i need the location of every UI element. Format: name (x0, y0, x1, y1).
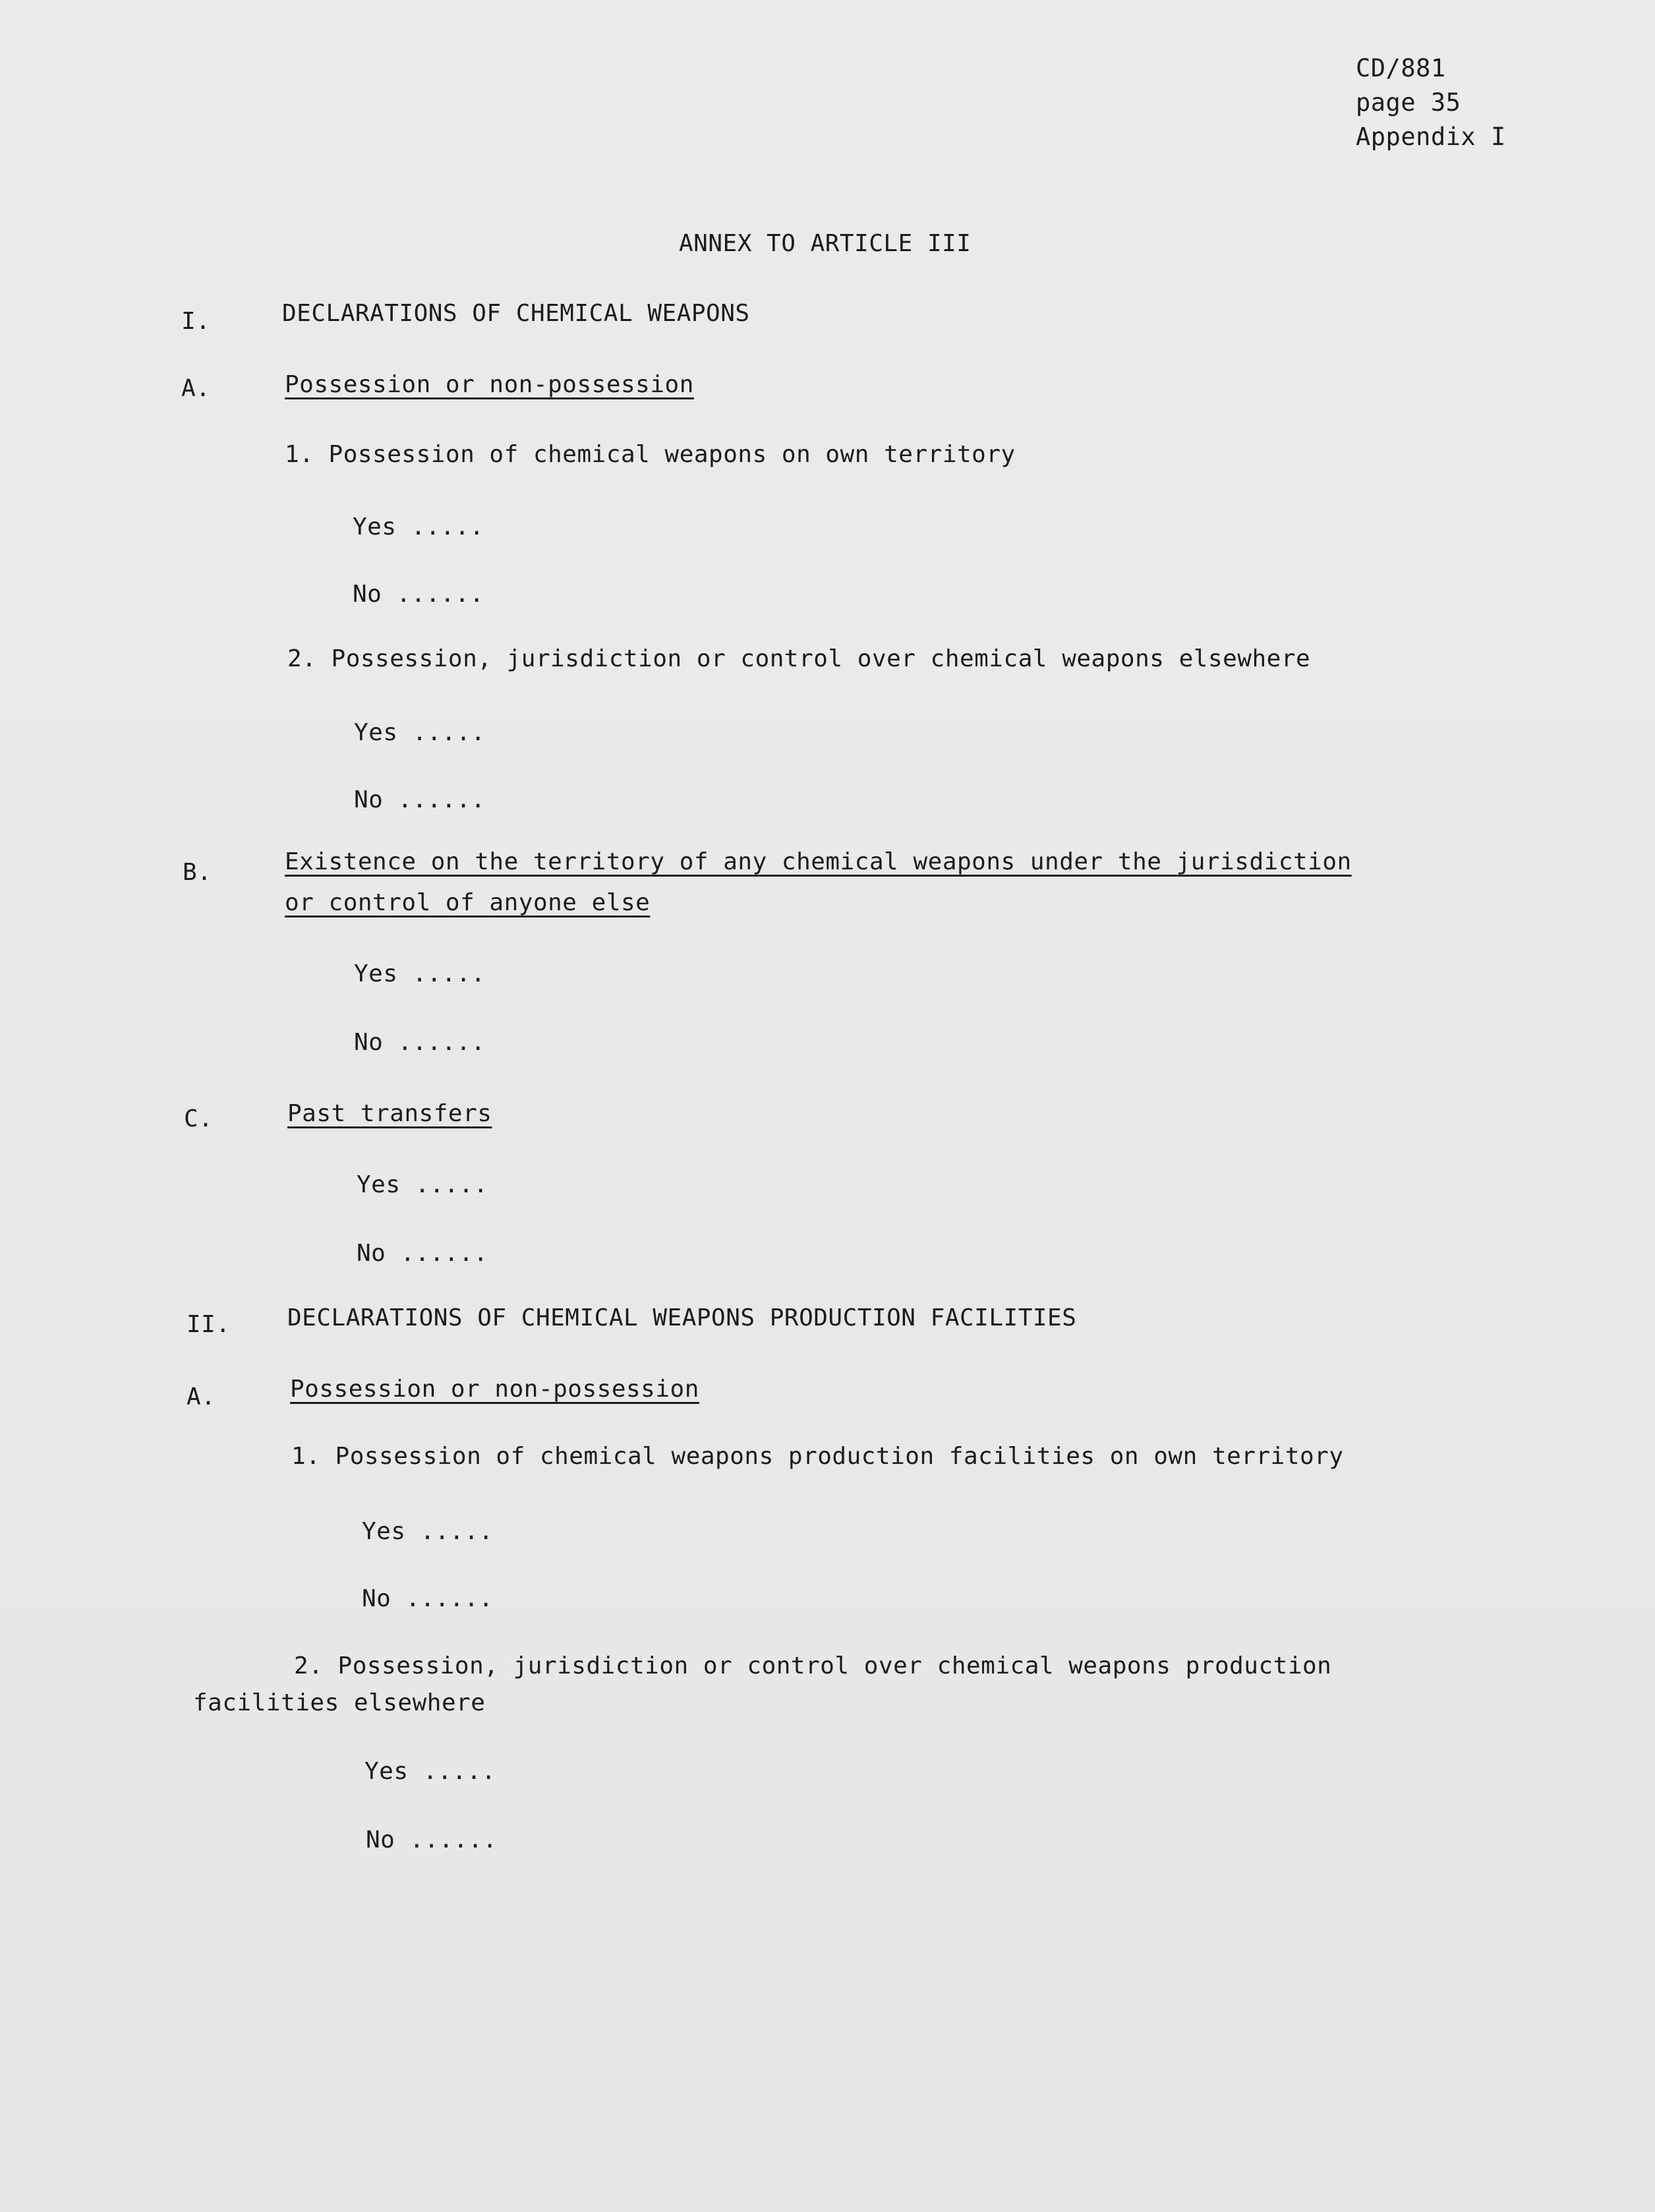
section-1b-heading-line-2: or control of anyone else (285, 889, 651, 916)
section-2a-item-2-no: No ...... (366, 1826, 498, 1853)
section-1a-heading: Possession or non-possession (285, 371, 694, 398)
section-2a-item-1: 1. Possession of chemical weapons production facilities on own territory (291, 1443, 1344, 1470)
section-1a-item-2: 2. Possession, jurisdiction or control over chemical weapons elsewhere (287, 645, 1311, 672)
section-2a-item-1-yes: Yes ..... (362, 1518, 494, 1545)
section-1a-item-1-yes: Yes ..... (353, 513, 484, 540)
section-1b-letter: B. (183, 859, 212, 886)
section-2a-item-2-line-2: facilities elsewhere (193, 1689, 486, 1716)
section-1-heading: DECLARATIONS OF CHEMICAL WEAPONS (282, 300, 750, 327)
section-2-number: II. (187, 1311, 231, 1338)
page-title: ANNEX TO ARTICLE III (679, 230, 972, 257)
section-1c-heading: Past transfers (287, 1100, 492, 1127)
section-2a-heading: Possession or non-possession (290, 1376, 699, 1403)
section-1c-yes: Yes ..... (357, 1171, 488, 1198)
section-1a-item-1: 1. Possession of chemical weapons on own territory (285, 441, 1016, 468)
section-1b-yes: Yes ..... (354, 960, 486, 987)
section-1b-no: No ...... (354, 1029, 486, 1056)
section-1c-letter: C. (184, 1105, 214, 1132)
section-1-number: I. (181, 308, 211, 335)
section-1b-heading-line-1: Existence on the territory of any chemical weapons under the jurisdiction (285, 848, 1352, 875)
page-number: page 35 (1356, 88, 1461, 117)
section-1a-item-2-yes: Yes ..... (354, 719, 486, 746)
section-2a-item-1-no: No ...... (362, 1585, 494, 1612)
section-2-heading: DECLARATIONS OF CHEMICAL WEAPONS PRODUCTION FACILITIES (287, 1304, 1077, 1331)
section-1a-item-1-no: No ...... (353, 581, 484, 608)
section-1c-no: No ...... (357, 1240, 488, 1267)
appendix-label: Appendix I (1356, 123, 1506, 151)
doc-id: CD/881 (1356, 54, 1446, 82)
section-1a-item-2-no: No ...... (354, 786, 486, 813)
section-1a-letter: A. (181, 375, 211, 402)
section-2a-letter: A. (187, 1383, 216, 1411)
section-2a-item-2-yes: Yes ..... (364, 1758, 496, 1785)
section-2a-item-2-line-1: 2. Possession, jurisdiction or control over chemical weapons production (294, 1652, 1332, 1679)
